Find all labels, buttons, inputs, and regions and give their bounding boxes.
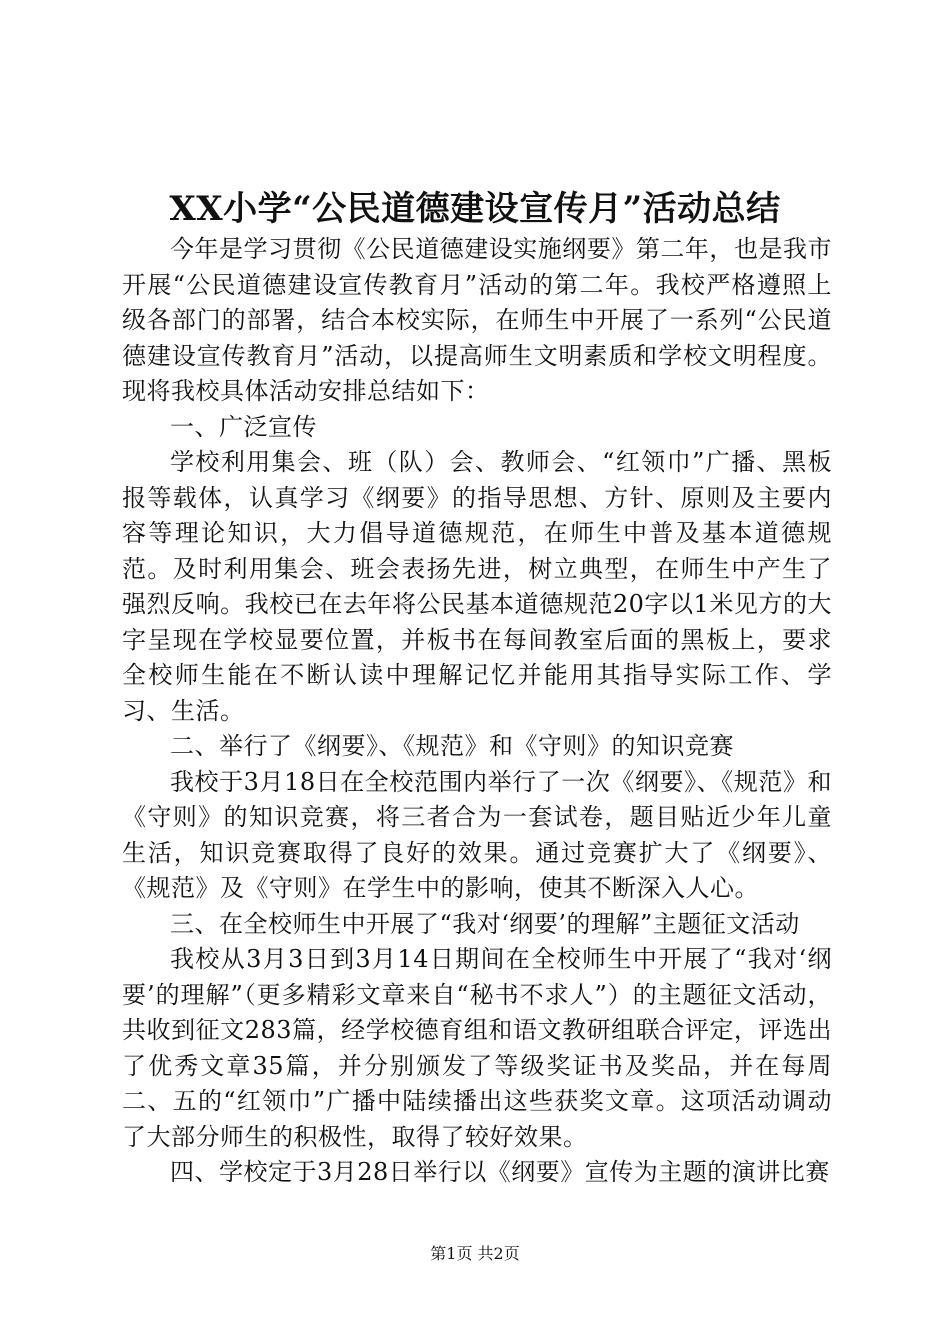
paragraph-section-3: 我校从3月3日到3月14日期间在全校师生中开展了“我对‘纲要’的理解”（更多精彩文章来自“秘书不求人”）的主题征文活动，共收到征文283篇，经学校德育组和语文教研组联合评定，评选出了优秀文章35篇，并分别颁发了等级奖证书及奖品，并在每周二、五的“红领巾”广播中陆续播出这些获奖文章。这项活动调动了大部分师生的积极性，取得了较好效果。 <box>122 945 832 1151</box>
page-footer: 第1页 共2页 <box>430 1244 520 1263</box>
section-heading-3: 三、在全校师生中开展了“我对‘纲要’的理解”主题征文活动 <box>170 909 800 938</box>
document-body <box>122 232 832 1191</box>
document-title: XX小学“公民道德建设宣传月”活动总结 <box>169 189 781 229</box>
paragraph-section-1: 学校利用集会、班（队）会、教师会、“红领巾”广播、黑板报等载体，认真学习《纲要》的指导思想、方针、原则及主要内容等理论知识，大力倡导道德规范，在师生中普及基本道德规范。及时利用集会、班会表扬先进，树立典型，在师生中产生了强烈反响。我校已在去年将公民基本道德规范20字以1米见方的大字呈现在学校显要位置，并板书在每间教室后面的黑板上，要求全校师生能在不断认读中理解记忆并能用其指导实际工作、学习、生活。 <box>122 448 832 725</box>
paragraph-section-2: 我校于3月18日在全校范围内举行了一次《纲要》、《规范》和《守则》的知识竞赛，将三者合为一套试卷，题目贴近少年儿童生活，知识竞赛取得了良好的效果。通过竞赛扩大了《纲要》、《规范》及《守则》在学生中的影响，使其不断深入人心。 <box>122 767 832 902</box>
section-heading-1: 一、广泛宣传 <box>170 412 317 441</box>
section-heading-2: 二、举行了《纲要》、《规范》和《守则》的知识竞赛 <box>170 732 734 760</box>
paragraph-intro: 今年是学习贯彻《公民道德建设实施纲要》第二年，也是我市开展“公民道德建设宣传教育月”活动的第二年。我校严格遵照上级各部门的部署，结合本校实际，在师生中开展了一系列“公民道德建设宣传教育月”活动，以提高师生文明素质和学校文明程度。现将我校具体活动安排总结如下： <box>122 235 832 405</box>
section-heading-4: 四、学校定于3月28日举行以《纲要》宣传为主题的演讲比赛 <box>170 1158 830 1186</box>
